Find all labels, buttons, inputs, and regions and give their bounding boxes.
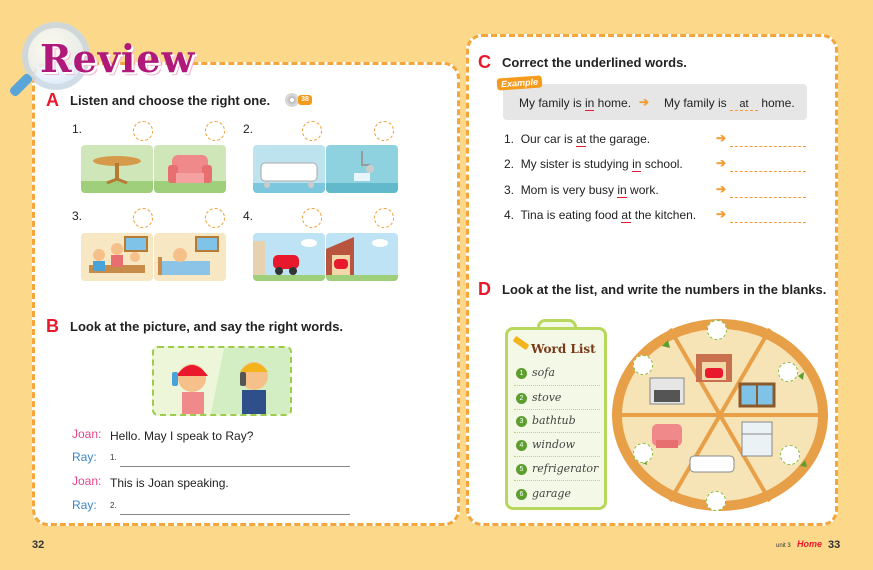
section-a-title: Listen and choose the right one.	[70, 93, 271, 108]
word-number-badge: 5	[516, 464, 527, 475]
answer-circle-a3-right[interactable]	[205, 208, 225, 228]
c-item-3-post: work.	[626, 183, 659, 197]
right-page-number: 33	[828, 539, 841, 551]
word-text: sofa	[532, 366, 555, 379]
window-slice-icon	[740, 384, 774, 406]
section-c-title: Correct the underlined words.	[502, 55, 687, 70]
item-a1-number: 1.	[72, 122, 83, 136]
garage-picture-b[interactable]	[326, 233, 398, 281]
answer-circle-a3-left[interactable]	[133, 208, 153, 228]
divider	[514, 385, 600, 386]
example-before-2: My family is	[664, 96, 730, 110]
c-item-4	[504, 208, 696, 222]
section-b-letter: B	[46, 316, 59, 336]
word-number-badge: 1	[516, 368, 527, 379]
c-item-1-underlined: at	[576, 132, 587, 146]
table-picture[interactable]	[81, 145, 153, 193]
answer-circle-a1-right[interactable]	[205, 121, 225, 141]
dialogue-line-1: Hello. May I speak to Ray?	[110, 429, 254, 443]
pizza-answer-circle-bottom[interactable]	[706, 491, 726, 511]
garage-picture-a[interactable]	[253, 233, 325, 281]
audio-track-badge: 38	[298, 95, 312, 105]
c-item-1-arrow-icon: ➔	[716, 131, 727, 145]
word-text: stove	[532, 391, 562, 404]
word-text: window	[532, 438, 576, 451]
c-item-2-arrow-icon: ➔	[716, 156, 727, 170]
example-tag: Example	[497, 75, 543, 90]
c-item-2-pre: My sister is studying	[520, 157, 633, 171]
dialogue-blank-2-number: 2.	[110, 501, 117, 510]
phone-call-picture	[152, 346, 292, 416]
c-item-4-pre: Tina is eating food	[520, 208, 622, 222]
pizza-answer-circle-top[interactable]	[707, 320, 727, 340]
example-before: My family is	[519, 96, 585, 110]
divider	[514, 480, 600, 481]
c-item-4-number: 4.	[504, 208, 515, 222]
c-item-1-answer[interactable]	[730, 146, 806, 147]
c-item-3	[504, 183, 659, 197]
c-item-3-arrow-icon: ➔	[716, 182, 727, 196]
c-item-2-number: 2.	[504, 157, 515, 171]
dialogue-blank-1[interactable]	[120, 466, 350, 467]
garage-slice-icon	[696, 354, 732, 382]
shower-picture[interactable]	[326, 145, 398, 193]
bathtub-picture[interactable]	[253, 145, 325, 193]
bathtub-slice-icon	[690, 456, 734, 472]
unit-name-logo: Home	[797, 539, 823, 549]
pizza-picture	[610, 316, 834, 514]
answer-circle-a1-left[interactable]	[133, 121, 153, 141]
audio-cd-icon[interactable]	[285, 93, 299, 107]
dialogue-line-3: This is Joan speaking.	[110, 476, 229, 490]
section-d-title: Look at the list, and write the numbers in the blanks.	[502, 282, 827, 297]
c-item-3-number: 3.	[504, 183, 515, 197]
dialogue-blank-2[interactable]	[120, 514, 350, 515]
answer-circle-a4-right[interactable]	[374, 208, 394, 228]
example-after-2: home.	[758, 96, 795, 110]
section-b-title: Look at the picture, and say the right words.	[70, 319, 344, 334]
item-a3-number: 3.	[72, 209, 83, 223]
answer-circle-a2-left[interactable]	[302, 121, 322, 141]
word-list-item	[516, 366, 555, 379]
refrigerator-slice-icon	[742, 422, 772, 456]
sofa-slice-icon	[652, 424, 682, 448]
pizza-answer-circle-bottom-right[interactable]	[780, 445, 800, 465]
c-item-1	[504, 132, 650, 146]
c-item-2	[504, 157, 683, 171]
magnifier-handle-icon	[8, 72, 33, 97]
c-item-4-post: the kitchen.	[631, 208, 697, 222]
c-item-2-post: school.	[641, 157, 683, 171]
divider	[514, 409, 600, 410]
c-item-2-answer[interactable]	[730, 171, 806, 172]
c-item-4-underlined: at	[621, 208, 632, 222]
example-wrong-word: in	[585, 96, 595, 110]
sofa-picture[interactable]	[154, 145, 226, 193]
word-list-item	[516, 487, 571, 500]
dialogue-speaker-1: Joan:	[72, 427, 102, 441]
c-item-3-underlined: in	[617, 183, 627, 197]
word-number-badge: 3	[516, 416, 527, 427]
word-text: garage	[532, 487, 571, 500]
item-a2-number: 2.	[243, 122, 254, 136]
pizza-answer-circle-top-left[interactable]	[633, 355, 653, 375]
divider	[514, 456, 600, 457]
section-c-letter: C	[478, 52, 491, 72]
section-a-letter: A	[46, 90, 59, 110]
dialogue-speaker-2: Ray:	[72, 450, 97, 464]
stove-slice-icon	[650, 378, 684, 404]
word-list-title: Word List	[531, 342, 596, 356]
section-d-letter: D	[478, 279, 491, 299]
c-item-1-post: the garage.	[586, 132, 651, 146]
c-item-1-number: 1.	[504, 132, 515, 146]
example-after: home.	[594, 96, 632, 110]
answer-circle-a4-left[interactable]	[302, 208, 322, 228]
c-item-3-pre: Mom is very busy	[520, 183, 618, 197]
word-text: bathtub	[532, 414, 576, 427]
left-page-number: 32	[32, 539, 45, 551]
c-item-4-arrow-icon: ➔	[716, 207, 727, 221]
example-answer: at	[730, 98, 758, 111]
word-list-item	[516, 414, 576, 427]
pizza-answer-circle-top-right[interactable]	[778, 362, 798, 382]
word-list-item	[516, 438, 575, 451]
review-title: Review	[40, 36, 196, 81]
word-number-badge: 6	[516, 489, 527, 500]
word-number-badge: 2	[516, 393, 527, 404]
example-box	[503, 84, 807, 120]
bedroom-picture[interactable]	[154, 233, 226, 281]
dialogue-blank-1-number: 1.	[110, 453, 117, 462]
unit-label: unit 3	[776, 543, 791, 549]
c-item-2-underlined: in	[632, 157, 642, 171]
c-item-3-answer[interactable]	[730, 197, 806, 198]
word-list-item	[516, 391, 561, 404]
dialogue-speaker-4: Ray:	[72, 498, 97, 512]
word-text: refrigerator	[532, 462, 599, 475]
dialogue-speaker-3: Joan:	[72, 474, 102, 488]
review-logo	[8, 8, 208, 88]
item-a4-number: 4.	[243, 209, 254, 223]
example-arrow-icon: ➔	[639, 95, 650, 109]
word-number-badge: 4	[516, 440, 527, 451]
c-item-4-answer[interactable]	[730, 222, 806, 223]
pizza-answer-circle-bottom-left[interactable]	[633, 443, 653, 463]
family-eating-picture[interactable]	[81, 233, 153, 281]
divider	[514, 432, 600, 433]
word-list-item	[516, 462, 598, 475]
answer-circle-a2-right[interactable]	[374, 121, 394, 141]
c-item-1-pre: Our car is	[520, 132, 577, 146]
